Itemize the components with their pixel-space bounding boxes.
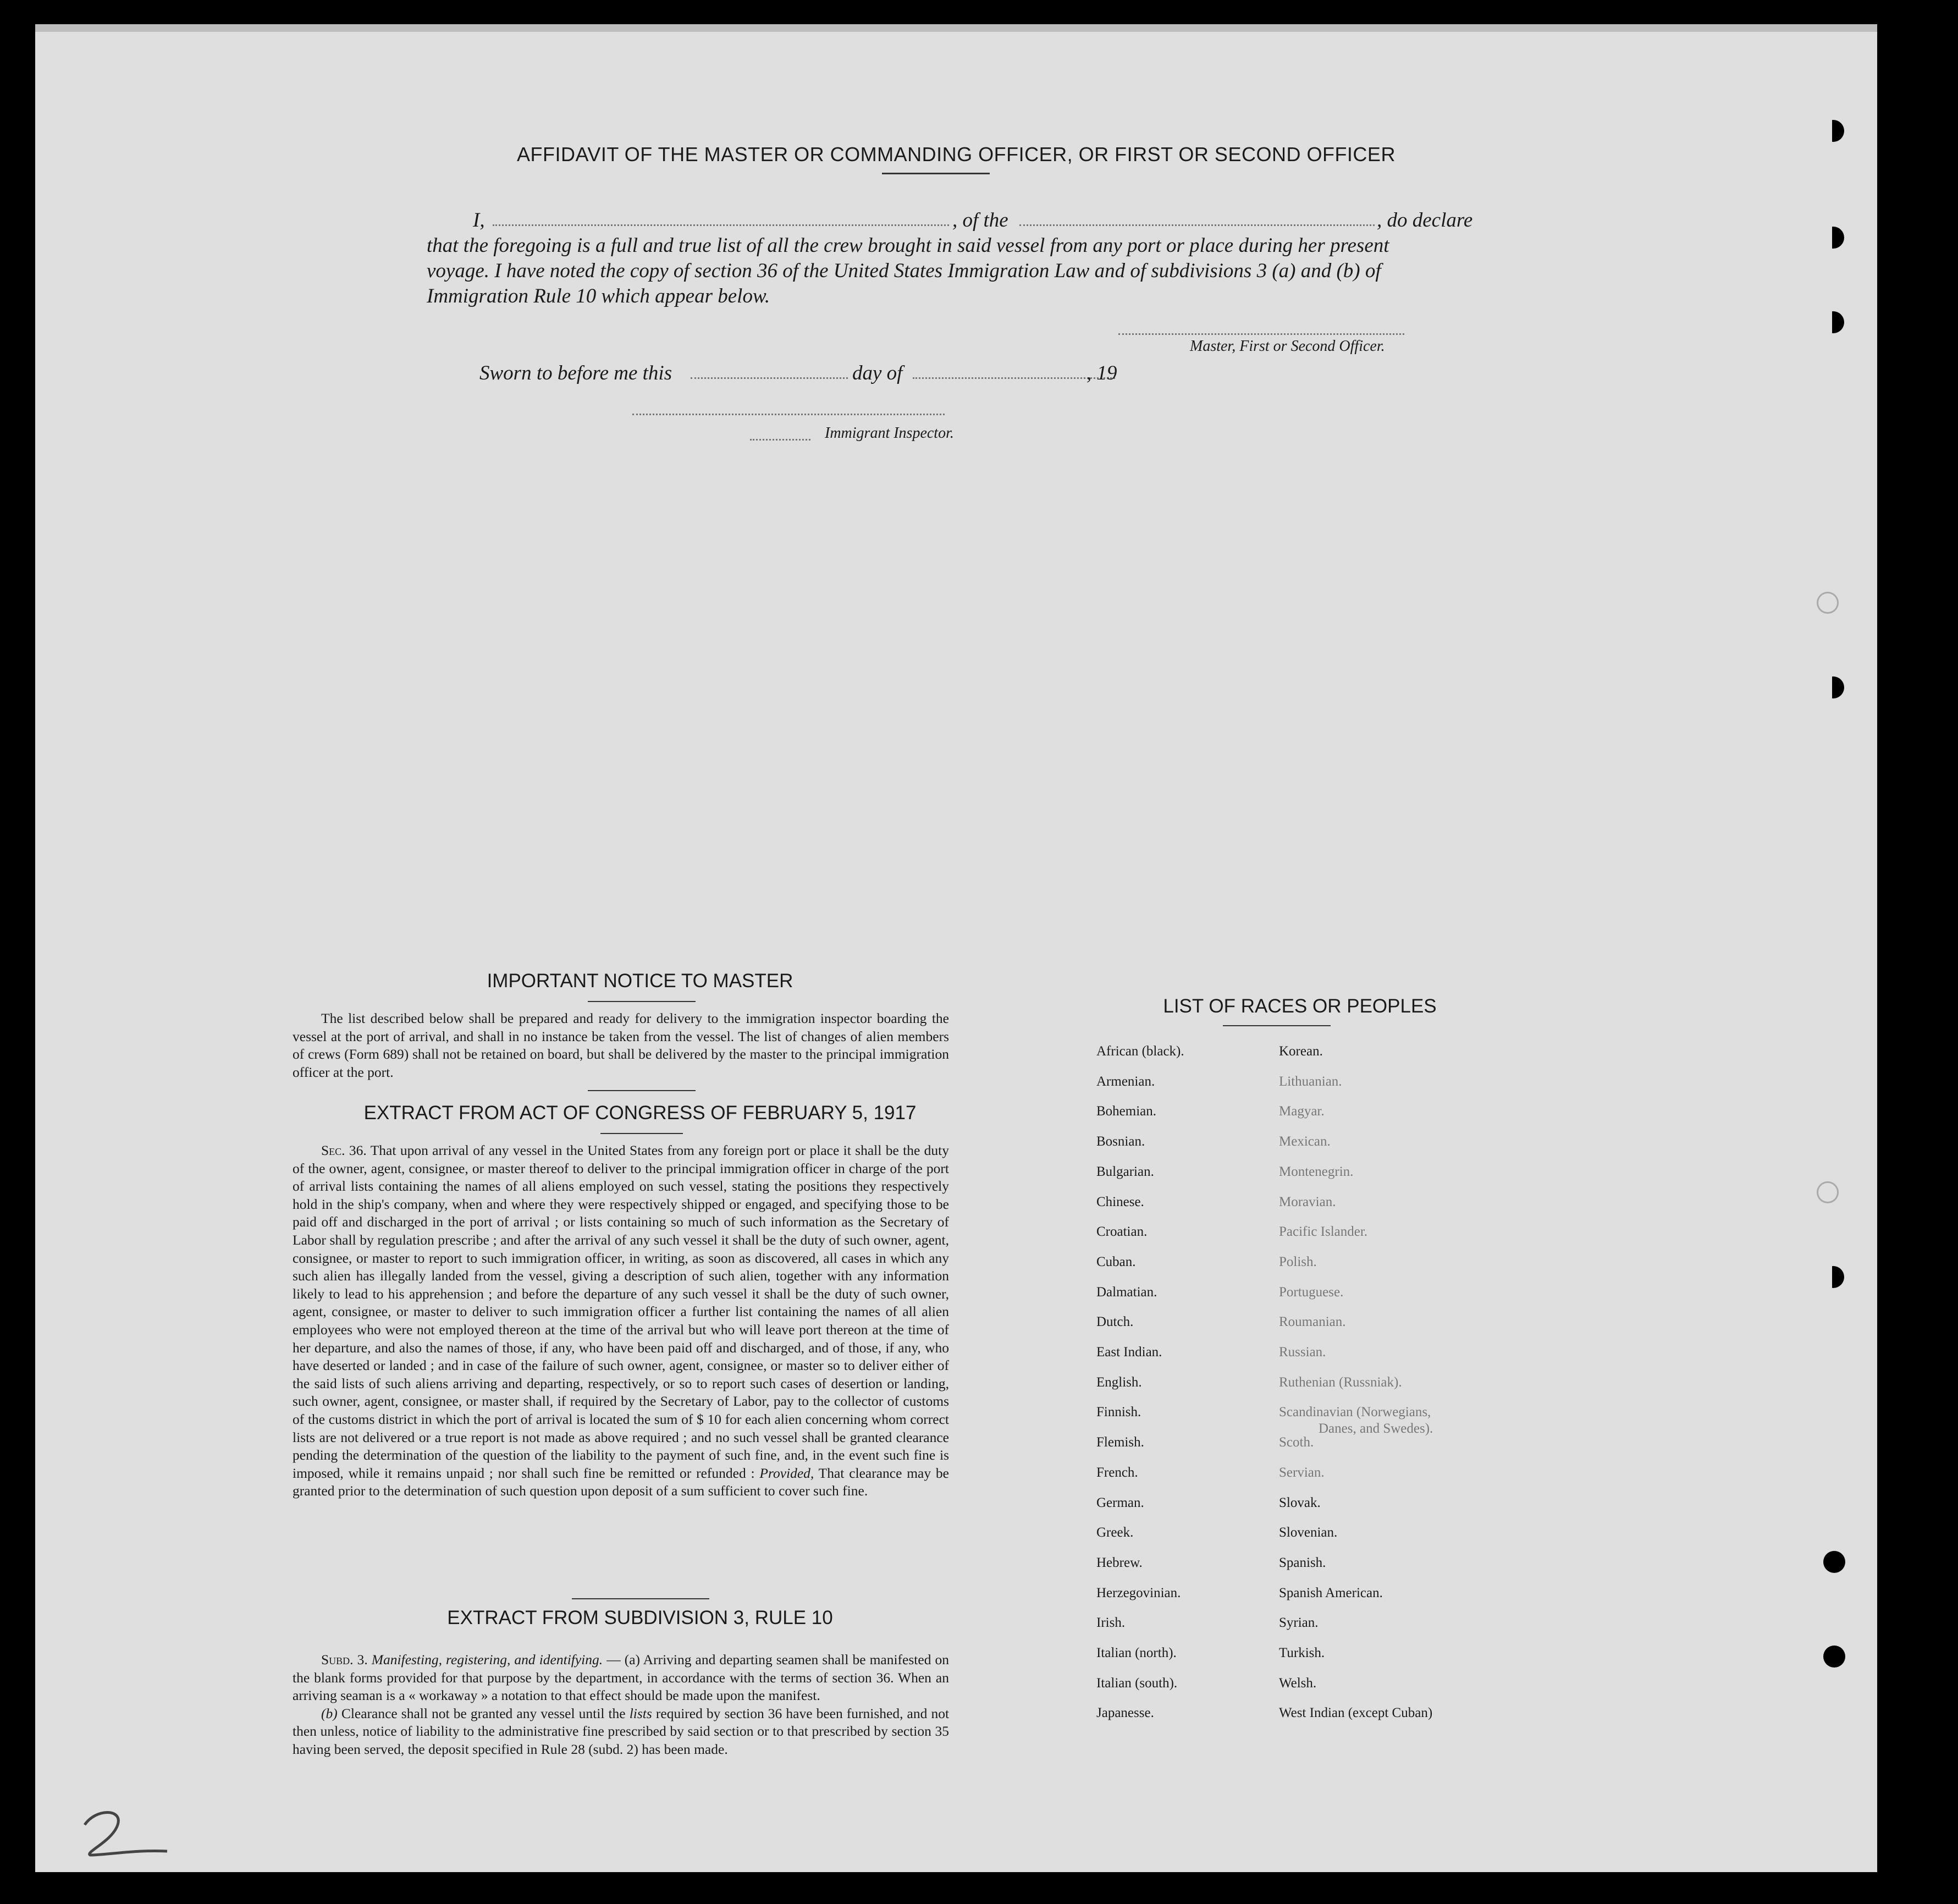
race-right-item: Lithuanian. — [1279, 1074, 1342, 1089]
sheet-top-edge — [35, 24, 1877, 32]
handwritten-mark — [74, 1803, 184, 1863]
notice-paragraph: The list described below shall be prepared and ready for delivery to the immigration inspector boarding the vessel at the port of arrival, and shall in no instance be taken from the vessel. The list of changes of alien members of crews (Form 689) shall not be retained on board, but shall be delivered by the master to the principal immigration officer at the port. — [293, 1010, 949, 1080]
race-right-item: Slovak. — [1279, 1495, 1321, 1510]
race-right-item: Scoth. — [1279, 1435, 1314, 1450]
race-left-item: Finnish. — [1096, 1405, 1141, 1420]
race-left-item: Bulgarian. — [1096, 1164, 1154, 1179]
race-left-item: English. — [1096, 1374, 1142, 1390]
provided-label: Provided, — [759, 1465, 814, 1481]
affidavit-of-the: , of the — [952, 209, 1008, 232]
para-a-text: — (a) Arriving and departing seamen shall be manifested on the blank forms provided for that purpose by the department, in accordance with the terms of section 36. When an arriving seaman is a « workaway » a notation to that effect should be made upon the manifest. — [293, 1652, 949, 1704]
race-left-item: German. — [1096, 1495, 1144, 1510]
notice-title: IMPORTANT NOTICE TO MASTER — [487, 970, 793, 992]
master-label: Master, First or Second Officer. — [1190, 338, 1385, 355]
race-left-item: Flemish. — [1096, 1435, 1144, 1450]
race-left-item: African (black). — [1096, 1044, 1184, 1059]
document-page — [35, 32, 1877, 1872]
race-right-item: Pacific Islander. — [1279, 1224, 1368, 1240]
race-left-item: Cuban. — [1096, 1254, 1136, 1269]
sworn-label: Sworn to before me this — [479, 362, 672, 384]
binder-hole — [1817, 1181, 1839, 1203]
binder-hole — [1822, 676, 1844, 698]
rule-top-rule — [572, 1598, 709, 1599]
race-left-item: Croatian. — [1096, 1224, 1148, 1240]
race-left-item: Herzegovinian. — [1096, 1585, 1181, 1600]
para-b-text: required by section 36 have been furnished, and not then unless, notice of liability to the administrative fine prescribed by said section or to that prescribed by section 35 having been served, the deposit specified in Rule 28 (subd. 2) has been made. — [293, 1705, 950, 1757]
act-text — [293, 1142, 949, 1500]
race-right-item: Russian. — [1279, 1345, 1326, 1360]
act-body: That upon arrival of any vessel in the United States from any foreign port or place it shall be the duty of the owner, agent, consignee, or master thereof to deliver to the principal immigration officer in charge of the port of arrival lists containing the names of all aliens employed on such vessel, stating the positions they respectively hold in the ship's company, when and where they were respectively shipped or engaged, and specifying those to be paid off and discharged in the port of arrival ; or lists containing so much of such information as the Secretary of Labor shall by regulation prescribe ; and after the arrival of any such vessel it shall be the duty of such owner, agent, consignee, or master to report to such immigration officer, in writing, as soon as discovered, all cases in which any such alien has illegally landed from the vessel, giving a description of such alien, together with any information likely to lead to his apprehension ; and before the departure of any such vessel it shall be the duty of such owner, agent, consignee, or master to deliver to such immigration officer a further list containing the names of all alien employees who were not employed thereon at the time of the arrival but who will leave port thereon at the time of her departure, and also the names of those, if any, who have been paid off and discharged, and of those, if any, who have deserted or landed ; and in case of the failure of such owner, agent, consignee, or master so to deliver either of the said lists of such aliens arriving and departing, respectively, or so to report such cases of desertion or landing, such owner, agent, consignee, or master shall, if required by the Secretary of Labor, pay to the collector of customs of the customs district in which the port of arrival is located the sum of $ 10 for each alien concerning whom correct lists are not delivered or a true report is not made as above required ; and no such vessel shall be granted clearance pending the determination of the question of the liability to the payment of such fine, and, in the event such fine is imposed, while it remains unpaid ; nor shall such fine be remitted or refunded : — [293, 1142, 949, 1481]
name-blank[interactable] — [493, 224, 949, 226]
subd-label: Subd. 3. — [321, 1652, 368, 1668]
para-b-pre: Clearance shall not be granted any vessel until the — [341, 1705, 626, 1721]
affidavit-title: AFFIDAVIT OF THE MASTER OR COMMANDING OFFICER, OR FIRST OR SECOND OFFICER — [517, 143, 1396, 166]
race-right-item: Portuguese. — [1279, 1284, 1344, 1300]
race-right-item: Mexican. — [1279, 1134, 1331, 1149]
race-left-item: Chinese. — [1096, 1194, 1144, 1209]
race-scandinavian-cont: Danes, and Swedes). — [1319, 1421, 1433, 1436]
vessel-blank[interactable] — [1019, 224, 1375, 226]
race-right-item: Ruthenian (Russniak). — [1279, 1374, 1402, 1390]
race-right-item: Spanish American. — [1279, 1585, 1383, 1600]
race-left-item: Hebrew. — [1096, 1555, 1143, 1570]
sworn-month-blank[interactable] — [913, 377, 1115, 379]
race-left-item: Japanesse. — [1096, 1705, 1154, 1721]
affidavit-line-3: voyage. I have noted the copy of section 36 of the United States Immigration Law and of subdivisions 3 (a) and (b) of — [427, 260, 1381, 282]
affidavit-declare: , do declare — [1377, 209, 1473, 232]
race-left-item: Bosnian. — [1096, 1134, 1145, 1149]
race-right-item: Syrian. — [1279, 1615, 1319, 1631]
race-right-item: Turkish. — [1279, 1646, 1325, 1660]
races-title-rule — [1223, 1025, 1331, 1026]
sworn-day-blank[interactable] — [691, 377, 848, 379]
binder-hole — [1822, 1266, 1844, 1288]
race-left-item: Italian (north). — [1096, 1646, 1177, 1660]
inspector-signature-blank[interactable] — [750, 439, 810, 441]
para-b-label: (b) — [321, 1705, 338, 1721]
act-body-end: That clearance may be granted prior to the determination of such question upon deposit of a sum sufficient to cover such fine. — [293, 1465, 950, 1499]
race-right-item: Slovenian. — [1279, 1525, 1338, 1540]
race-right-item: Magyar. — [1279, 1104, 1325, 1119]
race-right-item: Polish. — [1279, 1254, 1317, 1269]
race-right-item: West Indian (except Cuban) — [1279, 1705, 1433, 1721]
rule-para-b — [293, 1705, 949, 1759]
act-top-rule — [588, 1090, 696, 1091]
race-left-item: Bohemian. — [1096, 1104, 1157, 1119]
race-left-item: Greek. — [1096, 1525, 1134, 1540]
race-left-item: Irish. — [1096, 1615, 1126, 1631]
binder-hole — [1823, 1646, 1845, 1668]
race-right-item: Servian. — [1279, 1465, 1325, 1480]
race-right-item: Roumanian. — [1279, 1314, 1346, 1330]
race-left-item: Dutch. — [1096, 1314, 1134, 1330]
affidavit-title-rule — [882, 173, 990, 174]
race-right-item: Welsh. — [1279, 1675, 1317, 1691]
rule-title: EXTRACT FROM SUBDIVISION 3, RULE 10 — [447, 1607, 833, 1628]
affidavit-line-2: that the foregoing is a full and true list of all the crew brought in said vessel from any port or place during her present — [427, 234, 1389, 257]
binder-hole — [1822, 311, 1844, 333]
affidavit-i: I, — [473, 209, 485, 232]
act-title: EXTRACT FROM ACT OF CONGRESS OF FEBRUARY 5, 1917 — [363, 1102, 917, 1124]
inspector-seal-blank[interactable] — [632, 414, 945, 415]
race-right-item: Moravian. — [1279, 1194, 1336, 1209]
sec-label: Sec. 36. — [321, 1142, 367, 1158]
race-left-item: Dalmatian. — [1096, 1284, 1157, 1300]
race-left-item: East Indian. — [1096, 1345, 1162, 1360]
binder-hole — [1822, 227, 1844, 249]
year-label: , 19 — [1086, 362, 1117, 384]
race-right-item: Montenegrin. — [1279, 1164, 1354, 1179]
binder-hole — [1823, 1551, 1845, 1573]
race-left-item: French. — [1096, 1465, 1138, 1480]
race-right-item: Scandinavian (Norwegians, — [1279, 1405, 1431, 1420]
act-title-rule — [600, 1133, 683, 1134]
notice-text — [293, 1010, 949, 1081]
race-right-item: Spanish. — [1279, 1555, 1326, 1570]
binder-hole — [1817, 592, 1839, 614]
affidavit-line-4: Immigration Rule 10 which appear below. — [427, 285, 770, 307]
inspector-label: Immigrant Inspector. — [825, 425, 954, 442]
notice-title-rule — [588, 1001, 696, 1002]
day-of-label: day of — [852, 362, 903, 384]
rule-text — [293, 1651, 949, 1759]
subd-title: Manifesting, registering, and identifying. — [371, 1652, 603, 1668]
races-title: LIST OF RACES OR PEOPLES — [1163, 995, 1437, 1017]
race-left-item: Armenian. — [1096, 1074, 1155, 1089]
binder-hole — [1822, 120, 1844, 142]
race-left-item: Italian (south). — [1096, 1675, 1178, 1691]
race-right-item: Korean. — [1279, 1044, 1323, 1059]
act-paragraph — [293, 1142, 949, 1500]
rule-para-a — [293, 1651, 949, 1705]
para-b-lists: lists — [629, 1705, 652, 1721]
master-signature-blank[interactable] — [1118, 333, 1404, 335]
